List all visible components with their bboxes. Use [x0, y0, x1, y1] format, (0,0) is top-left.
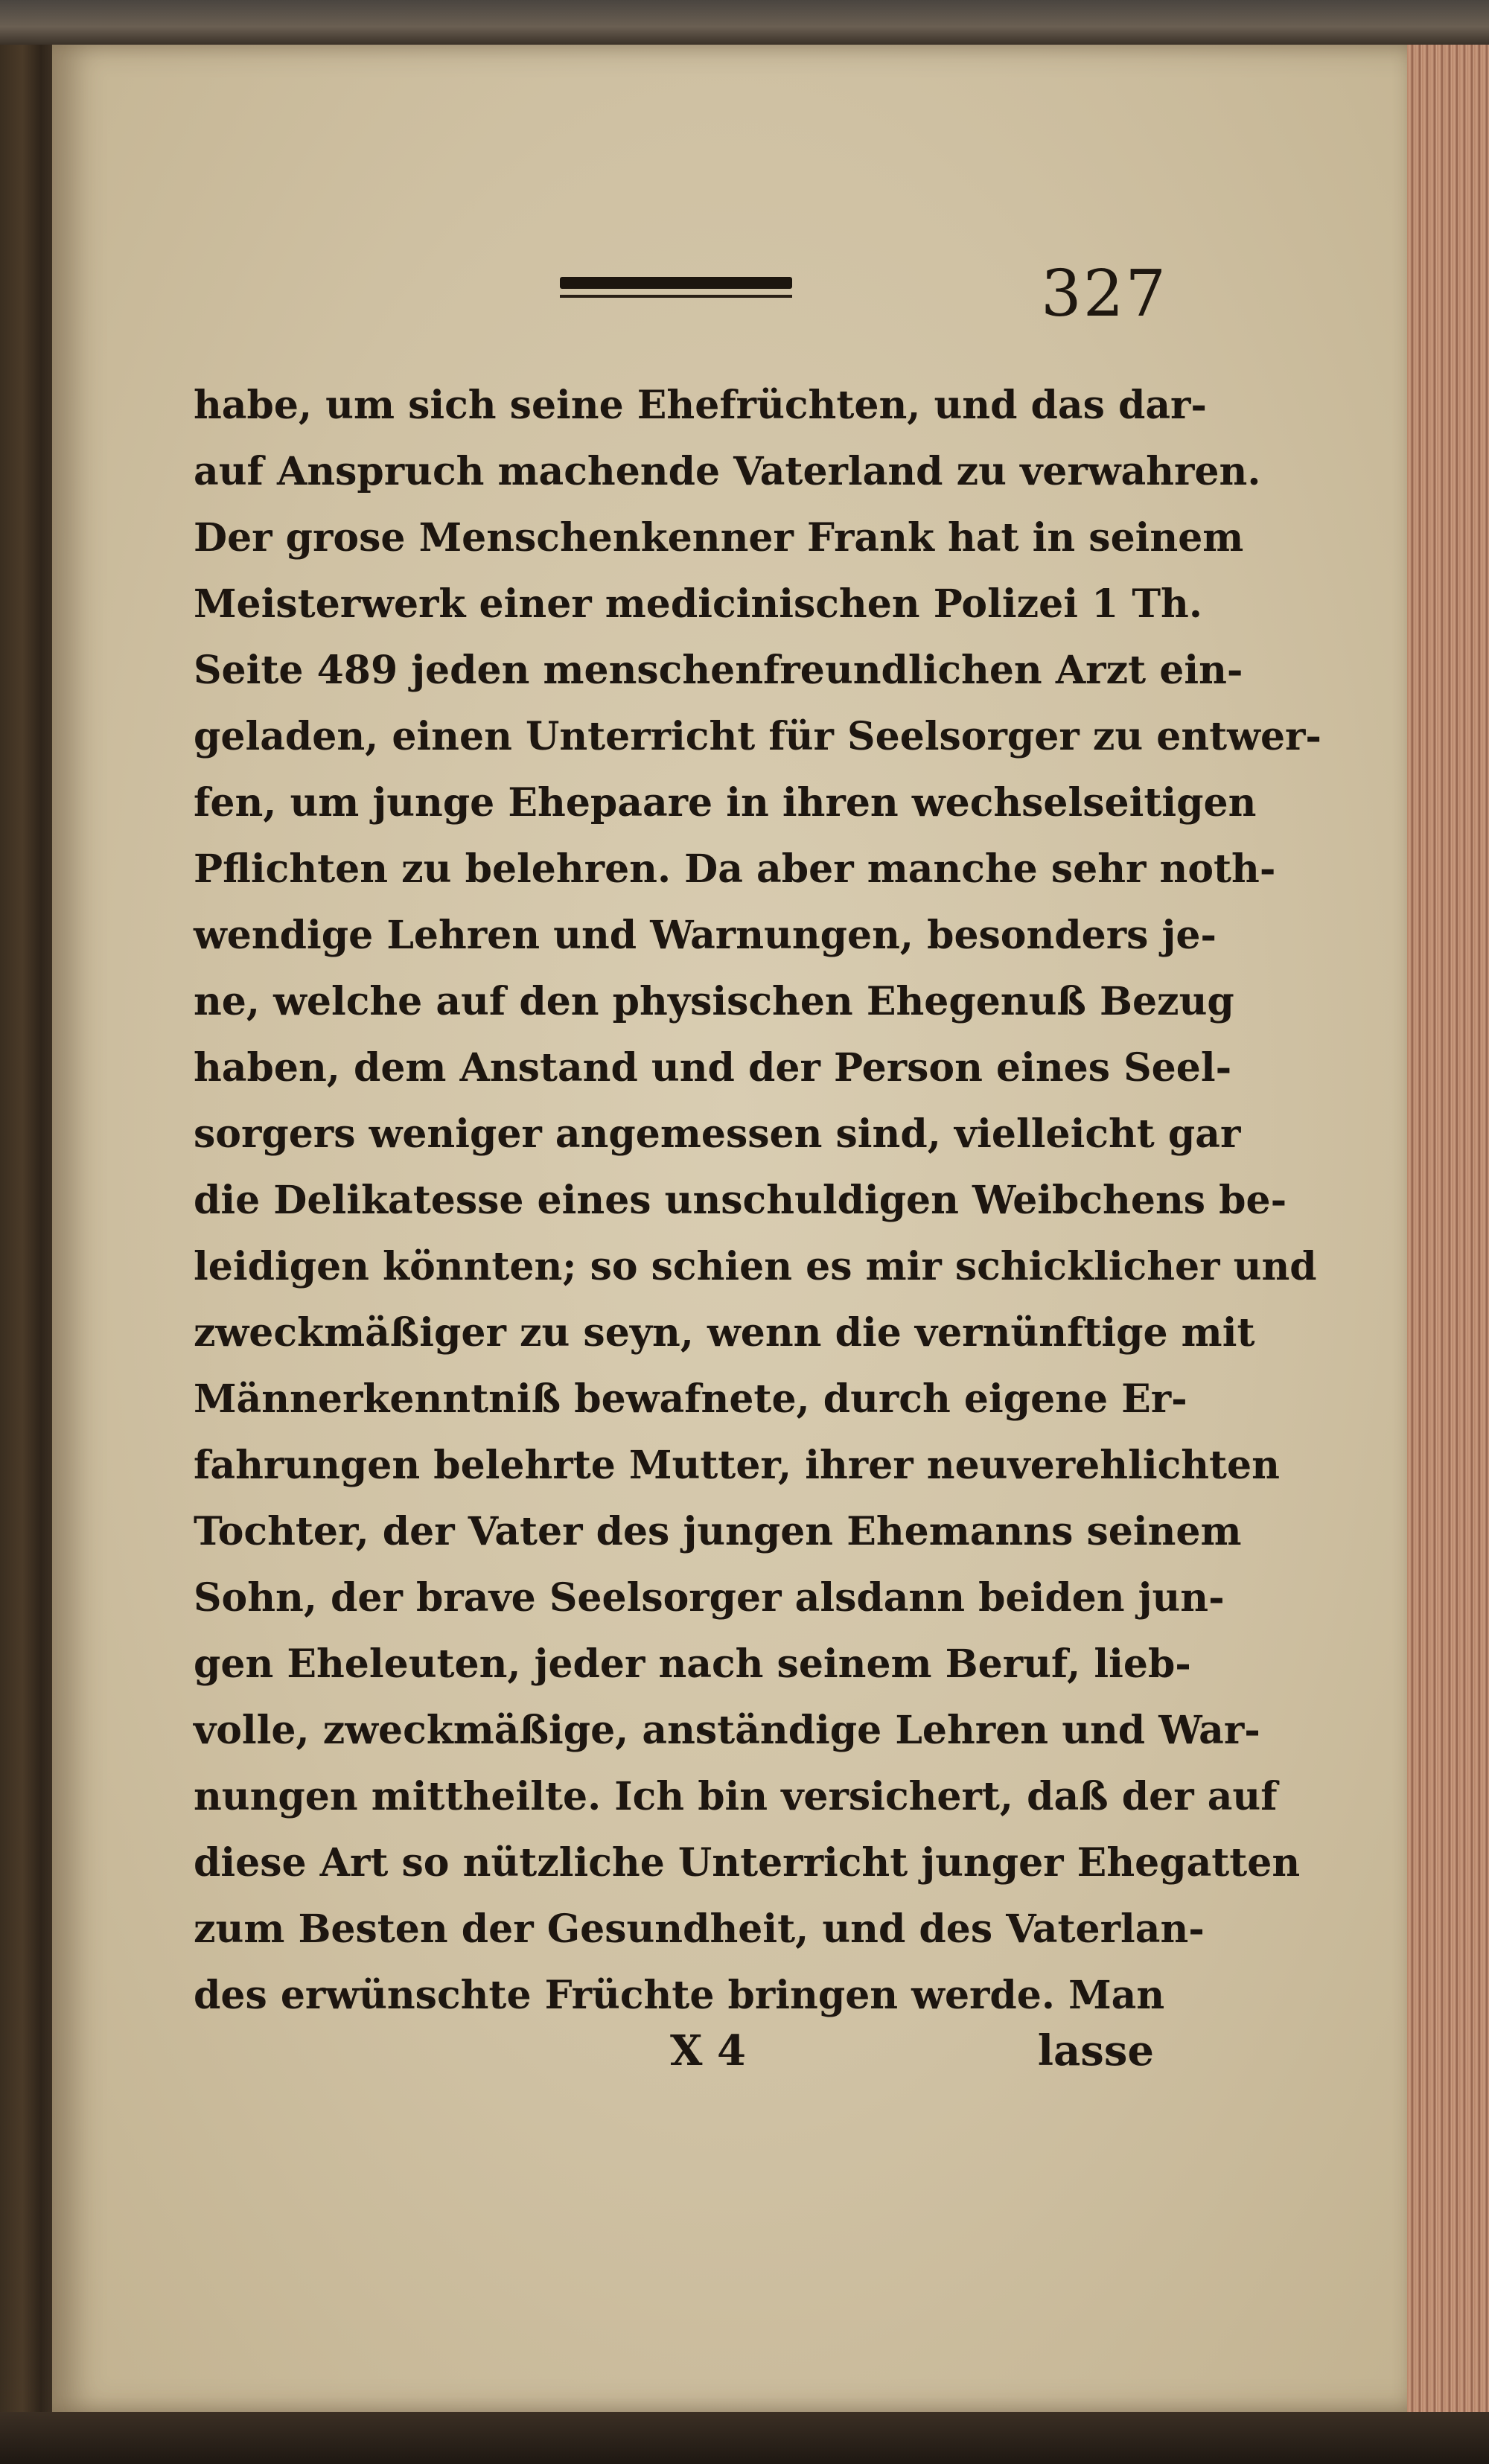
- bottom-shadow: [0, 2412, 1489, 2464]
- header-rule-thin: [560, 295, 792, 298]
- text-line: zweckmäßiger zu seyn, wenn die vernünftige mit: [194, 1310, 1255, 1356]
- text-line: Meisterwerk einer medicinischen Polizei 1 Th.: [194, 581, 1202, 627]
- text-line: Sohn, der brave Seelsorger alsdann beiden jun-: [194, 1575, 1225, 1621]
- page-edges: [1407, 45, 1489, 2412]
- header-rule: [560, 277, 792, 289]
- text-line: zum Besten der Gesundheit, und des Vaterlan-: [194, 1906, 1205, 1952]
- text-line: nungen mittheilte. Ich bin versichert, daß der auf: [194, 1774, 1278, 1819]
- text-line: leidigen könnten; so schien es mir schicklicher und: [194, 1244, 1317, 1289]
- text-line: Seite 489 jeden menschenfreundlichen Arzt ein-: [194, 648, 1243, 693]
- text-line: wendige Lehren und Warnungen, besonders je-: [194, 913, 1217, 958]
- text-line: sorgers weniger angemessen sind, vielleicht gar: [194, 1111, 1241, 1157]
- text-line: gen Eheleuten, jeder nach seinem Beruf, lieb-: [194, 1641, 1191, 1687]
- catchword: lasse: [1037, 2026, 1154, 2075]
- text-line: Tochter, der Vater des jungen Ehemanns seinem: [194, 1509, 1242, 1554]
- top-binding: [0, 0, 1489, 45]
- text-line: geladen, einen Unterricht für Seelsorger zu entwer-: [194, 714, 1322, 759]
- text-line: Der grose Menschenkenner Frank hat in seinem: [194, 515, 1244, 561]
- signature-mark: X 4: [670, 2026, 746, 2075]
- text-line: haben, dem Anstand und der Person eines Seel-: [194, 1045, 1232, 1091]
- text-line: ne, welche auf den physischen Ehegenuß Bezug: [194, 979, 1234, 1024]
- body-text: [194, 372, 1322, 2029]
- text-line: fahrungen belehrte Mutter, ihrer neuverehlichten: [194, 1443, 1280, 1488]
- text-line: habe, um sich seine Ehefrüchten, und das dar-: [194, 383, 1208, 428]
- text-line: Pflichten zu belehren. Da aber manche sehr noth-: [194, 846, 1276, 892]
- text-line: fen, um junge Ehepaare in ihren wechselseitigen: [194, 780, 1257, 826]
- text-line: Männerkenntniß bewafnete, durch eigene Er-: [194, 1376, 1187, 1422]
- text-line: volle, zweckmäßige, anständige Lehren und War-: [194, 1708, 1260, 1753]
- text-line: des erwünschte Früchte bringen werde. Man: [194, 1973, 1165, 2018]
- page-number: 327: [1041, 257, 1168, 331]
- text-line: diese Art so nützliche Unterricht junger Ehegatten: [194, 1840, 1301, 1886]
- text-line: die Delikatesse eines unschuldigen Weibchens be-: [194, 1178, 1287, 1223]
- text-line: auf Anspruch machende Vaterland zu verwahren.: [194, 449, 1261, 494]
- page-footer: [194, 2026, 1154, 2093]
